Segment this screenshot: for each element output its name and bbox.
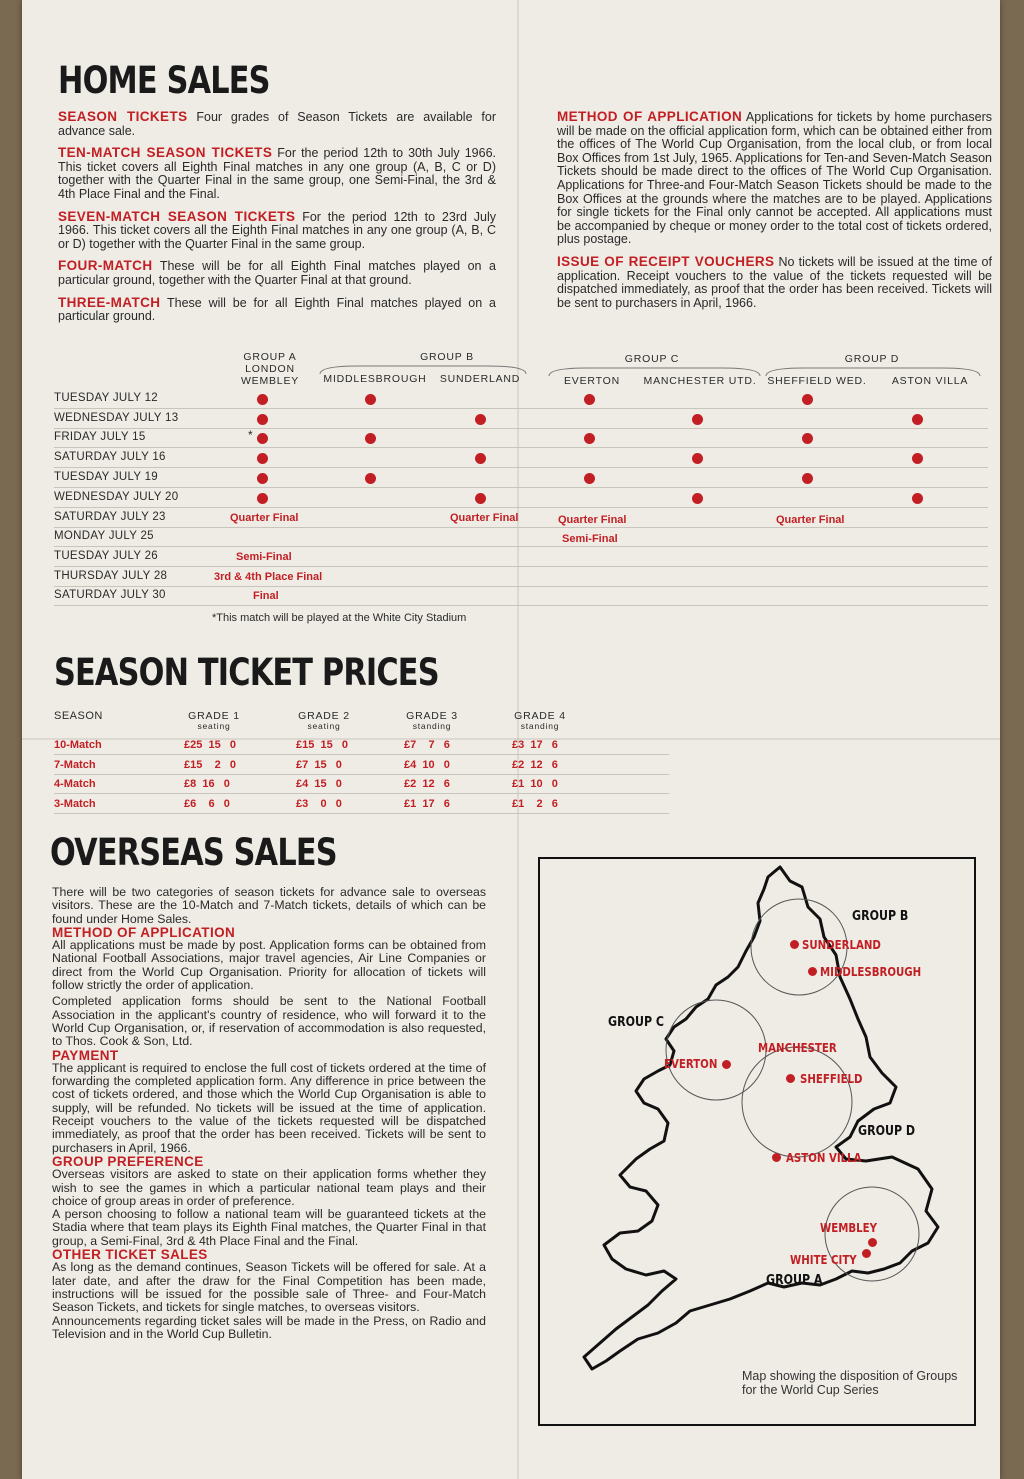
match-dot <box>912 453 923 464</box>
quarter-final-d: Quarter Final <box>776 514 845 526</box>
seven-match-label: SEVEN-MATCH SEASON TICKETS <box>58 208 296 224</box>
price-cell: £1 17 6 <box>404 798 450 810</box>
semi-final-a: Semi-Final <box>236 551 292 563</box>
price-cell: £2 12 6 <box>512 759 558 771</box>
grade-type: standing <box>520 721 560 731</box>
map-label-manchester: MANCHESTER <box>758 1041 837 1055</box>
ten-match-label: TEN-MATCH SEASON TICKETS <box>58 145 273 161</box>
grade-4-header <box>500 710 580 731</box>
match-dot <box>802 473 813 484</box>
group-preference-text-1: Overseas visitors are asked to state on their application forms whether they wish to see the games in which a particular national team plays and their choice of group areas in order of preference. <box>52 1167 486 1208</box>
day-label: MONDAY JULY 25 <box>54 530 154 542</box>
payment-text: The applicant is required to enclose the full cost of tickets ordered at the time of forwarding the completed application form. Any difference in price between the cost of tickets ordered, and those which the World Cup Organisation is able to supply, will be refunded. No tickets will be issued at the time of application. Receipt vouchers to the value of the tickets requested will be dispatched immediately, as proof that the order has been received. Tickets will be sent to purchasers in April, 1966. <box>52 1060 486 1155</box>
schedule-row <box>54 527 988 547</box>
map-group-a: GROUP A <box>766 1273 823 1288</box>
schedule-row <box>54 409 988 429</box>
schedule-row <box>54 468 988 488</box>
match-dot <box>584 394 595 405</box>
price-cell: £15 15 0 <box>296 739 348 751</box>
match-dot <box>912 493 923 504</box>
overseas-intro: There will be two categories of season tickets for advance sale to overseas visitors. These are the 10-Match and 7-Match tickets, details of which can be found under Home Sales. <box>52 885 486 926</box>
overseas-method-label: METHOD OF APPLICATION <box>52 924 236 940</box>
venue-manchester: MANCHESTER UTD. <box>643 375 757 387</box>
price-row-label: 4-Match <box>54 778 96 790</box>
price-row-label: 7-Match <box>54 759 96 771</box>
three-match-label: THREE-MATCH <box>58 294 161 310</box>
map-label-everton: EVERTON <box>664 1057 718 1071</box>
schedule-row <box>54 448 988 468</box>
season-tickets-text: Four grades of Season Tickets are available for advance sale. <box>58 110 496 138</box>
schedule-row <box>54 508 988 528</box>
grade-2-header <box>284 710 364 731</box>
match-dot <box>257 473 268 484</box>
price-row <box>54 755 669 775</box>
map-label-white-city: WHITE CITY <box>790 1253 857 1267</box>
match-dot <box>802 433 813 444</box>
overseas-column <box>52 886 486 1341</box>
price-cell: £6 6 0 <box>184 798 230 810</box>
map-label-middlesbrough: MIDDLESBROUGH <box>820 965 922 979</box>
price-cell: £25 15 0 <box>184 739 236 751</box>
issue-vouchers-text: No tickets will be issued at the time of application. Receipt vouchers to the value of the tickets requested will be dispatched immediately, as proof that the order has been received. Tickets will be sent to purchasers in April, 1966. <box>557 254 992 310</box>
price-row-label: 3-Match <box>54 798 96 810</box>
price-cell: £3 0 0 <box>296 798 342 810</box>
brochure-sheet <box>22 0 1000 1479</box>
price-row <box>54 735 669 755</box>
group-d-header: GROUP D <box>844 353 900 365</box>
home-left-column <box>58 110 496 324</box>
venue-everton: EVERTON <box>564 375 620 387</box>
match-dot <box>257 433 268 444</box>
grade-type: standing <box>412 721 452 731</box>
overseas-heading: OVERSEAS SALES <box>50 831 337 874</box>
day-label: SATURDAY JULY 30 <box>54 589 166 601</box>
match-dot <box>584 473 595 484</box>
match-dot <box>475 493 486 504</box>
quarter-final-c: Quarter Final <box>558 514 627 526</box>
price-cell: £1 10 0 <box>512 778 558 790</box>
overseas-method-text-2: Completed application forms should be sent to the National Football Association in the applicant's country of residence, who will forward it to the World Cup Organisation, or, if reservation of accommodation is also requested, to Thos. Cook & Son, Ltd. <box>52 994 486 1049</box>
group-a-label: GROUP A <box>243 351 297 363</box>
group-a-city: LONDON <box>245 363 295 375</box>
venue-sunderland: SUNDERLAND <box>439 373 521 385</box>
map-dot-white-city <box>862 1249 871 1258</box>
grade-name: GRADE 3 <box>406 710 458 722</box>
white-city-footnote: *This match will be played at the White City Stadium <box>212 612 467 624</box>
day-label: FRIDAY JULY 15 <box>54 431 146 443</box>
grade-name: GRADE 4 <box>514 710 566 722</box>
day-label: TUESDAY JULY 26 <box>54 550 158 562</box>
other-sales-text-2: Announcements regarding ticket sales will be made in the Press, on Radio and Television and in the World Cup Bulletin. <box>52 1313 486 1341</box>
season-tickets-label: SEASON TICKETS <box>58 109 188 124</box>
group-c-header: GROUP C <box>624 353 680 365</box>
price-row-label: 10-Match <box>54 739 102 751</box>
season-column-header: SEASON <box>54 710 103 722</box>
map-label-wembley: WEMBLEY <box>820 1221 878 1235</box>
grade-type: seating <box>307 721 341 731</box>
schedule-row <box>54 567 988 587</box>
quarter-final-a: Quarter Final <box>230 512 299 524</box>
white-city-asterisk: * <box>248 428 253 442</box>
map-dot-wembley <box>868 1238 877 1247</box>
price-cell: £7 15 0 <box>296 759 342 771</box>
group-preference-label: GROUP PREFERENCE <box>52 1153 204 1169</box>
match-dot <box>257 414 268 425</box>
overseas-method-text-1: All applications must be made by post. Application forms can be obtained from National Football Associations, major travel agencies, Air Line Companies or direct from the World Cup Organisation. Priority for allocation of tickets will follow strictly the order of application. <box>52 938 486 993</box>
venue-middlesbrough: MIDDLESBROUGH <box>323 373 427 385</box>
match-dot <box>475 453 486 464</box>
map-label-sunderland: SUNDERLAND <box>802 938 881 952</box>
match-dot <box>257 453 268 464</box>
match-dot <box>692 493 703 504</box>
price-cell: £4 10 0 <box>404 759 450 771</box>
price-cell: £3 17 6 <box>512 739 558 751</box>
issue-vouchers-label: ISSUE OF RECEIPT VOUCHERS <box>557 253 775 269</box>
map-dot-middlesbrough <box>808 967 817 976</box>
seven-match-text: For the period 12th to 23rd July 1966. This ticket covers all the Eighth Final matches in any one group (A, B, C or D) together with the Quarter Final in the same group. <box>58 209 496 251</box>
schedule-row <box>54 488 988 508</box>
schedule-row <box>54 428 988 448</box>
semi-final-c: Semi-Final <box>562 533 618 545</box>
map-caption: Map showing the disposition of Groups for the World Cup Series <box>742 1369 958 1397</box>
day-label: WEDNESDAY JULY 13 <box>54 412 179 424</box>
other-sales-text-1: As long as the demand continues, Season Tickets will be offered for sale. At a later date, and after the draw for the Final Competition has been made, instructions will be issued for the possible sale of Three- and Four-Match Season Tickets, and tickets for single matches, to overseas visitors. <box>52 1260 486 1315</box>
map-group-d: GROUP D <box>858 1124 916 1139</box>
quarter-final-b: Quarter Final <box>450 512 519 524</box>
map-label-aston-villa: ASTON VILLA <box>786 1151 862 1165</box>
prices-heading: SEASON TICKET PRICES <box>54 651 439 694</box>
match-dot <box>365 473 376 484</box>
price-cell: £2 12 6 <box>404 778 450 790</box>
price-cell: £15 2 0 <box>184 759 236 771</box>
grade-1-header <box>174 710 254 731</box>
three-match-text: These will be for all Eighth Final matches played on a particular ground. <box>58 295 497 324</box>
price-cell: £7 7 6 <box>404 739 450 751</box>
map-dot-aston-villa <box>772 1153 781 1162</box>
grade-type: seating <box>197 721 231 731</box>
final-match: Final <box>253 590 279 602</box>
match-dot <box>584 433 595 444</box>
match-dot <box>802 394 813 405</box>
grade-3-header <box>392 710 472 731</box>
match-dot <box>257 493 268 504</box>
payment-label: PAYMENT <box>52 1047 119 1063</box>
day-label: SATURDAY JULY 23 <box>54 511 166 523</box>
third-place-final: 3rd & 4th Place Final <box>214 571 323 583</box>
group-b-header: GROUP B <box>420 351 474 363</box>
day-label: SATURDAY JULY 16 <box>54 451 166 463</box>
grade-name: GRADE 1 <box>188 710 240 722</box>
map-group-c: GROUP C <box>608 1015 665 1030</box>
ten-match-text: For the period 12th to 30th July 1966. This ticket covers all Eighth Final matches in any one group (A, B, C or D) together with the Quarter Final in the same group, one Semi-Final, the 3rd & 4th Place Final and the Final. <box>58 146 496 201</box>
map-group-b: GROUP B <box>852 909 909 924</box>
england-outline <box>540 859 974 1424</box>
group-map <box>538 857 976 1426</box>
group-preference-text-2: A person choosing to follow a national team will be guaranteed tickets at the Stadia where that team plays its Eighth Final matches, the Quarter Final in that group, a Semi-Final, 3rd & 4th Place Final and the Final. <box>52 1207 486 1248</box>
venue-aston-villa: ASTON VILLA <box>891 375 969 387</box>
price-cell: £1 2 6 <box>512 798 558 810</box>
map-label-sheffield: SHEFFIELD <box>800 1072 863 1086</box>
price-row <box>54 794 669 814</box>
schedule-row <box>54 547 988 567</box>
price-cell: £4 15 0 <box>296 778 342 790</box>
match-dot <box>365 433 376 444</box>
home-right-column <box>557 110 992 310</box>
match-dot <box>692 414 703 425</box>
match-dot <box>475 414 486 425</box>
schedule-row <box>54 586 988 606</box>
match-dot <box>912 414 923 425</box>
day-label: TUESDAY JULY 12 <box>54 392 158 404</box>
four-match-label: FOUR-MATCH <box>58 258 153 274</box>
price-cell: £8 16 0 <box>184 778 230 790</box>
method-application-text: Applications for tickets by home purchasers will be made on the official application form, which can be obtained either from the offices of The World Cup Organisation, from the local club, or from local Box Offices from 1st July, 1965. Applications for Ten-and Seven-Match Season Tickets should be made direct to the offices of The World Cup Organisation. Applications for Three-and Four-Match Season Tickets should be made to the Box Offices at the grounds where the matches are to be played. Applications for single tickets for the Final only cannot be accepted. All applications must be accompanied by cheque or money order to the total cost of tickets ordered, plus postage. <box>557 110 992 247</box>
venue-sheffield: SHEFFIELD WED. <box>767 375 867 387</box>
method-application-label: METHOD OF APPLICATION <box>557 109 743 124</box>
four-match-text: These will be for all Eighth Final matches played on a particular ground, together with the Quarter Final at that ground. <box>58 259 497 287</box>
day-label: TUESDAY JULY 19 <box>54 471 158 483</box>
home-sales-heading: HOME SALES <box>58 59 270 102</box>
map-dot-sunderland <box>790 940 799 949</box>
schedule-row <box>54 389 988 409</box>
day-label: THURSDAY JULY 28 <box>54 570 168 582</box>
price-row <box>54 774 669 794</box>
group-a-header <box>230 351 310 387</box>
other-sales-label: OTHER TICKET SALES <box>52 1247 208 1263</box>
group-a-venue: WEMBLEY <box>240 375 300 387</box>
day-label: WEDNESDAY JULY 20 <box>54 491 179 503</box>
match-dot <box>257 394 268 405</box>
map-dot-everton <box>722 1060 731 1069</box>
grade-name: GRADE 2 <box>298 710 350 722</box>
map-dot-sheffield <box>786 1074 795 1083</box>
match-dot <box>365 394 376 405</box>
match-dot <box>692 453 703 464</box>
